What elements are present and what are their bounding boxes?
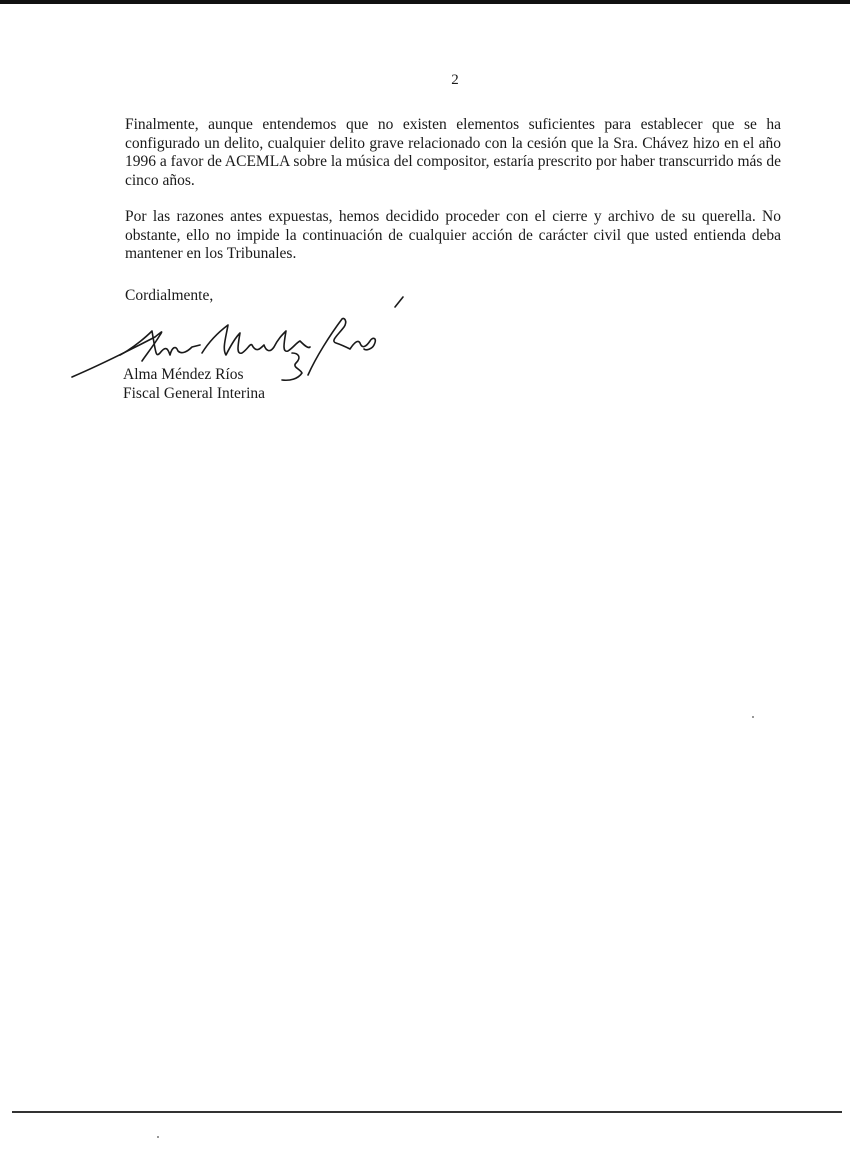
scan-top-border — [0, 0, 850, 4]
scan-bottom-rule — [12, 1111, 842, 1113]
letter-body — [125, 116, 781, 264]
signer-name: Alma Méndez Ríos — [123, 366, 244, 383]
scan-speck — [752, 716, 754, 718]
scan-speck — [157, 1136, 159, 1138]
paragraph-case-closure: Por las razones antes expuestas, hemos decidido proceder con el cierre y archivo de su querella. No obstante, ello no impide la continuación de cualquier acción de carácter civil que usted entienda deba mantener en los Tribunales. — [125, 208, 781, 262]
paragraph-statute-of-limitations: Finalmente, aunque entendemos que no existen elementos suficientes para establecer que se ha configurado un delito, cualquier delito grave relacionado con la cesión que la Sra. Chávez hizo en el año 1996 a favor de ACEMLA sobre la música del compositor, estaría prescrito por haber transcurrido más de cinco años. — [125, 116, 781, 189]
closing-salutation: Cordialmente, — [125, 287, 214, 304]
page-number: 2 — [451, 72, 459, 88]
signer-title: Fiscal General Interina — [123, 385, 266, 402]
